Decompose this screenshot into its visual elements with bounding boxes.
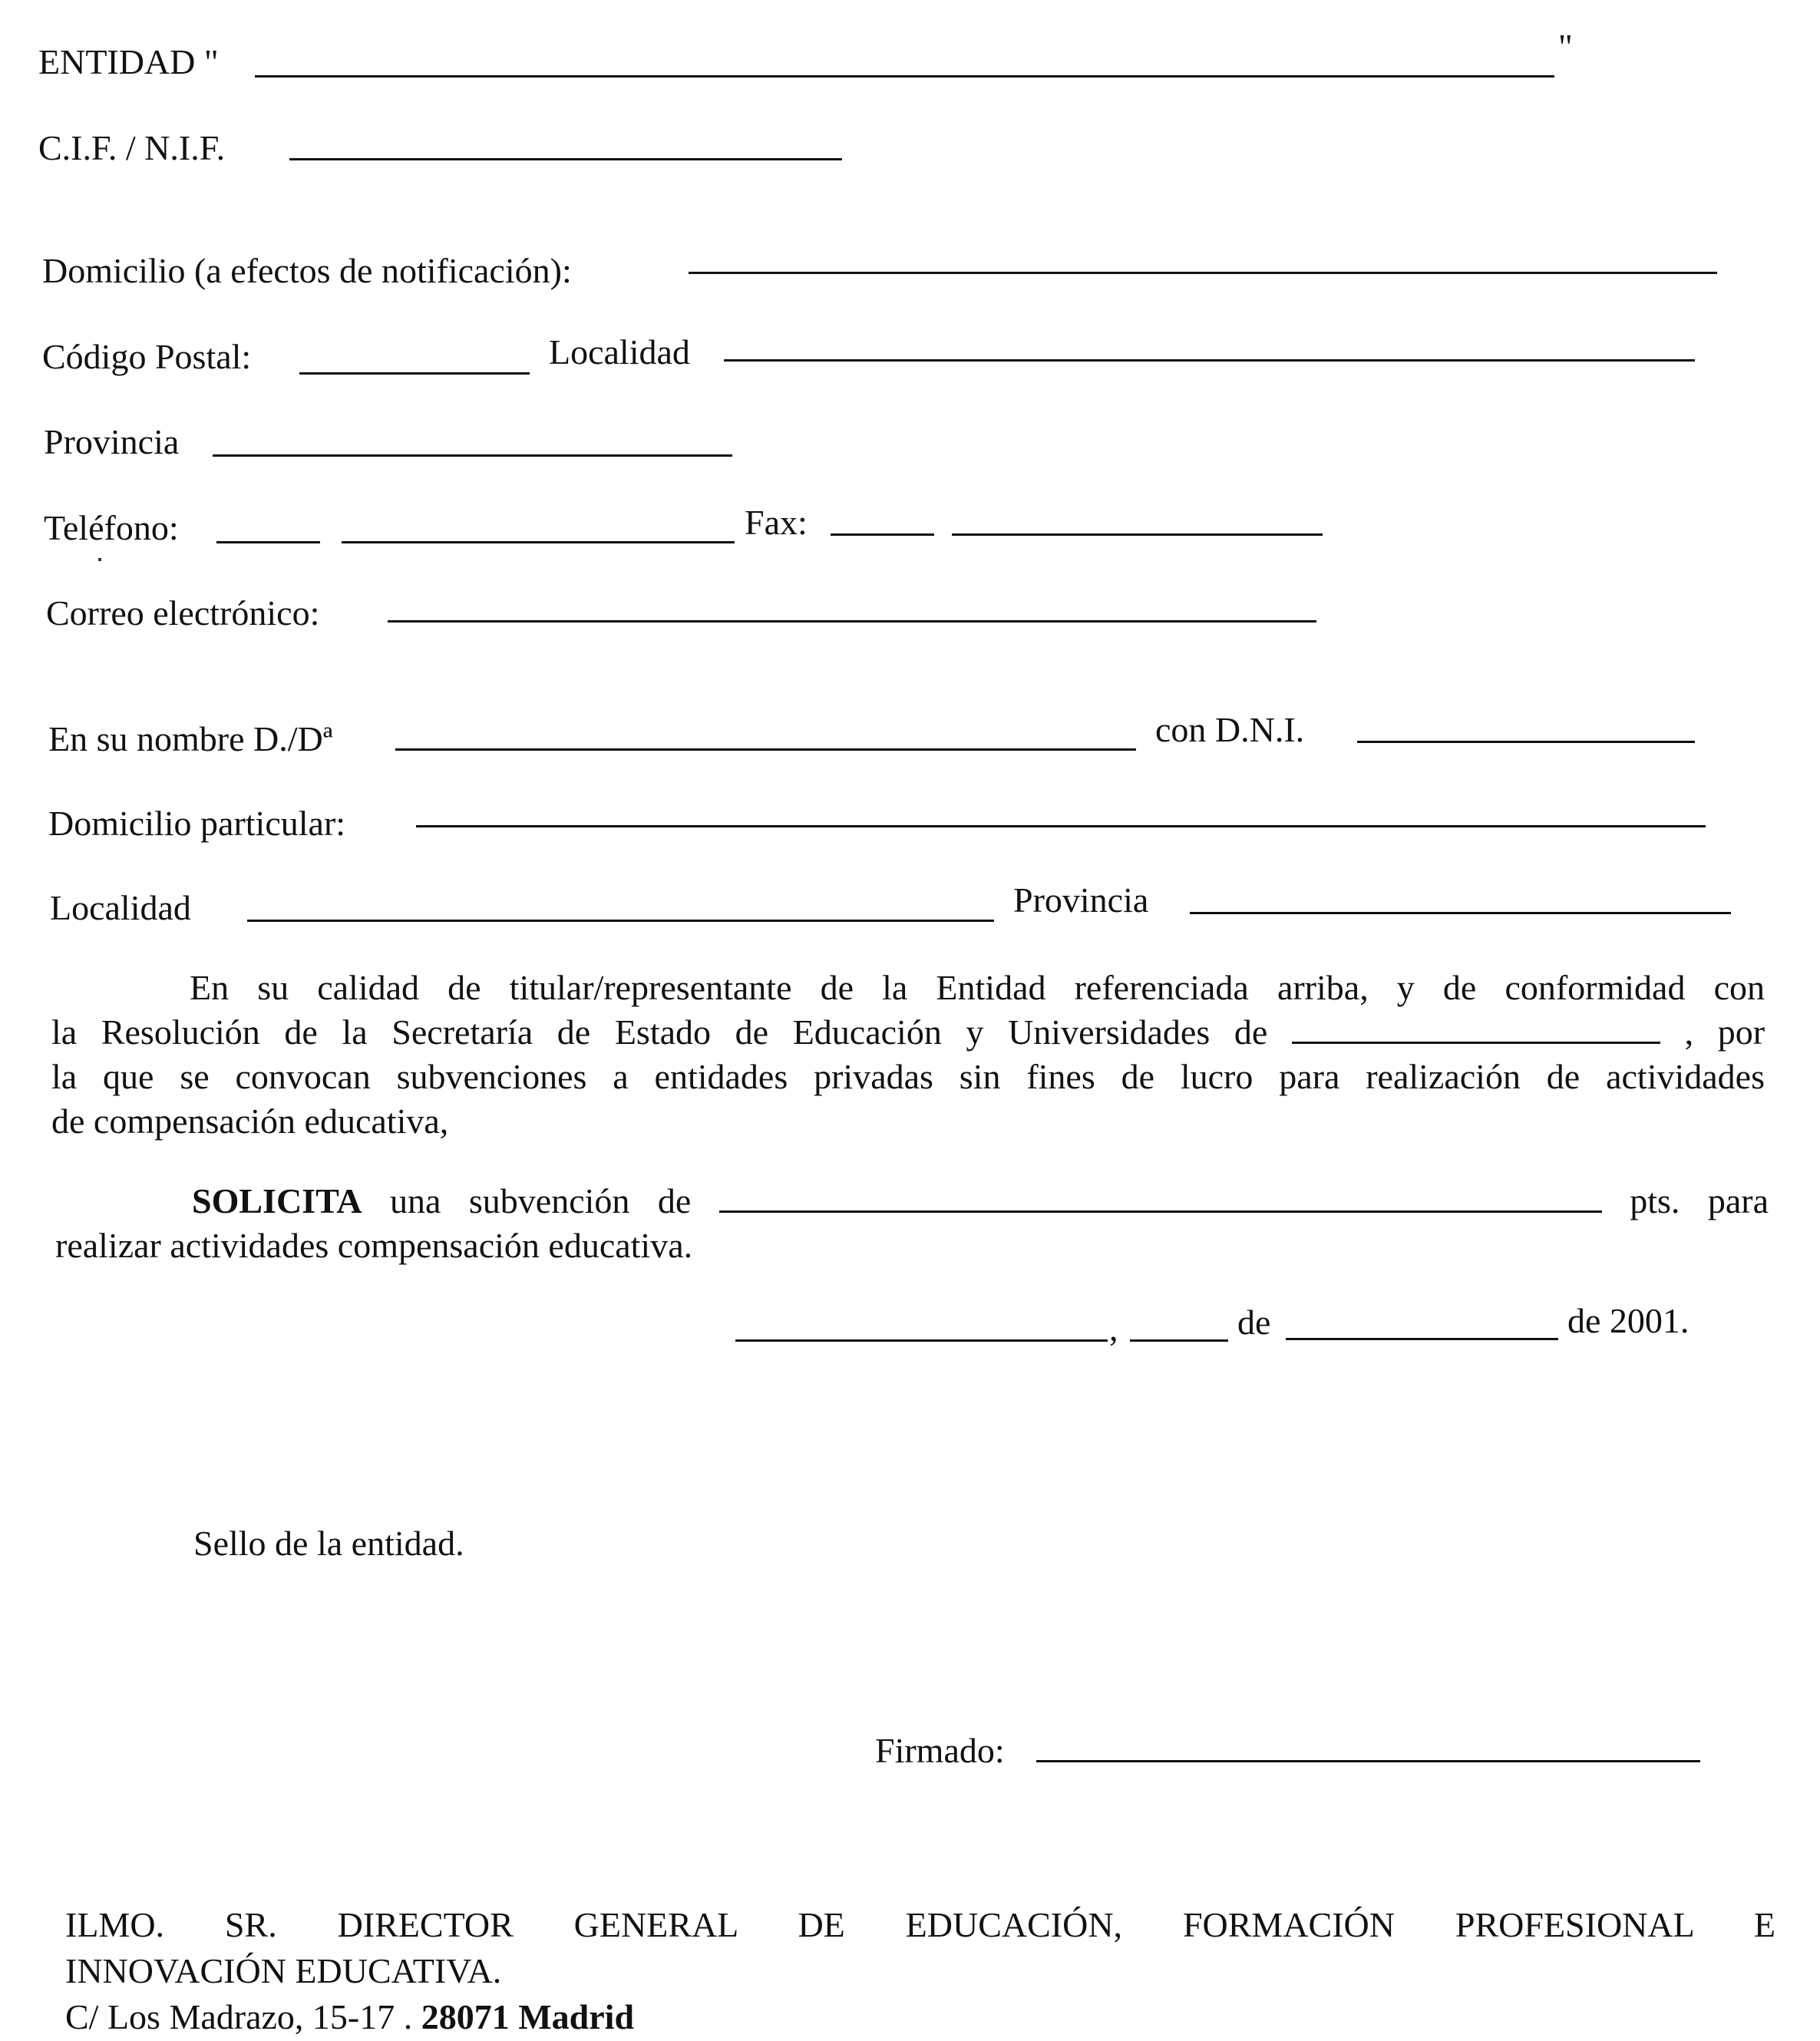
body-paragraph <box>51 966 1765 1144</box>
domicilio-particular-field[interactable] <box>416 825 1706 827</box>
provincia2-field[interactable] <box>1190 912 1731 914</box>
date-comma: , <box>1109 1309 1118 1348</box>
fax-prefix-field[interactable] <box>831 533 934 536</box>
firma-field[interactable] <box>1036 1760 1700 1762</box>
solicita-paragraph <box>55 1179 1769 1268</box>
paragraph-line-1: En su calidad de titular/representante de la Entidad referenciada arriba, y de conformidad con <box>190 968 1765 1007</box>
provincia2-label: Provincia <box>1013 880 1149 920</box>
localidad-field[interactable] <box>724 359 1695 362</box>
entidad-label: ENTIDAD " <box>38 42 219 81</box>
telefono-prefix-field[interactable] <box>216 541 320 543</box>
correo-field[interactable] <box>388 620 1316 623</box>
paragraph-line-2 <box>51 1010 1765 1055</box>
fax-number-field[interactable] <box>952 533 1323 536</box>
cif-label: C.I.F. / N.I.F. <box>38 128 226 167</box>
codigo-postal-field[interactable] <box>299 372 530 375</box>
telefono-number-field[interactable] <box>342 541 735 543</box>
date-month-field[interactable] <box>1286 1338 1558 1340</box>
localidad2-label: Localidad <box>50 888 191 927</box>
firmado-label: Firmado: <box>875 1731 1005 1770</box>
codigo-postal-label: Código Postal: <box>42 337 252 376</box>
scan-speck <box>98 558 101 561</box>
entidad-field[interactable] <box>255 75 1554 78</box>
telefono-label: Teléfono: <box>44 508 179 547</box>
sello-label: Sello de la entidad. <box>193 1524 464 1563</box>
provincia-label: Provincia <box>44 422 180 461</box>
fax-label: Fax: <box>745 503 808 542</box>
localidad-label: Localidad <box>549 332 690 372</box>
paragraph-line-3: la que se convocan subvenciones a entidades privadas sin fines de lucro para realización de actividades <box>51 1057 1765 1096</box>
domicilio-field[interactable] <box>689 272 1717 274</box>
pts-para: pts. para <box>1630 1181 1769 1220</box>
solicita-text: una subvención de <box>390 1181 692 1220</box>
date-place-field[interactable] <box>735 1339 1108 1342</box>
con-dni-label: con D.N.I. <box>1155 710 1305 749</box>
addressee-line-1: ILMO. SR. DIRECTOR GENERAL DE EDUCACIÓN, FORMACIÓN PROFESIONAL E <box>65 1905 1775 1944</box>
addressee-line-2: INNOVACIÓN EDUCATIVA. <box>65 1951 502 1990</box>
paragraph-line-2-text: la Resolución de la Secretaría de Estado de Educación y Universidades de <box>51 1012 1268 1052</box>
paragraph-line-4: de compensación educativa, <box>51 1101 449 1141</box>
domicilio-particular-label: Domicilio particular: <box>48 804 346 843</box>
cif-field[interactable] <box>289 158 842 160</box>
address-line <box>65 1994 1775 2040</box>
addressee-block <box>65 1902 1775 2040</box>
paragraph-line-2-end: , por <box>1684 1012 1765 1052</box>
date-de: de <box>1237 1303 1271 1342</box>
dni-field[interactable] <box>1357 741 1695 743</box>
date-year: de 2001. <box>1567 1301 1690 1340</box>
domicilio-label: Domicilio (a efectos de notificación): <box>42 251 572 290</box>
address-postal-city: 28071 Madrid <box>421 1997 635 2036</box>
correo-label: Correo electrónico: <box>46 593 320 632</box>
entidad-close-quote: " <box>1558 27 1573 66</box>
date-day-field[interactable] <box>1130 1339 1228 1342</box>
nombre-field[interactable] <box>395 748 1136 751</box>
resolucion-date-field[interactable] <box>1292 1025 1660 1044</box>
solicita-line-2: realizar actividades compensación educativa. <box>55 1226 693 1265</box>
amount-field[interactable] <box>719 1194 1602 1213</box>
en-su-nombre-label: En su nombre D./Dª <box>48 719 333 758</box>
provincia-field[interactable] <box>213 454 732 457</box>
solicita-keyword: SOLICITA <box>192 1181 362 1220</box>
solicita-line-1 <box>55 1179 1769 1224</box>
address-street: C/ Los Madrazo, 15-17 . <box>65 1997 413 2036</box>
localidad2-field[interactable] <box>247 920 994 922</box>
